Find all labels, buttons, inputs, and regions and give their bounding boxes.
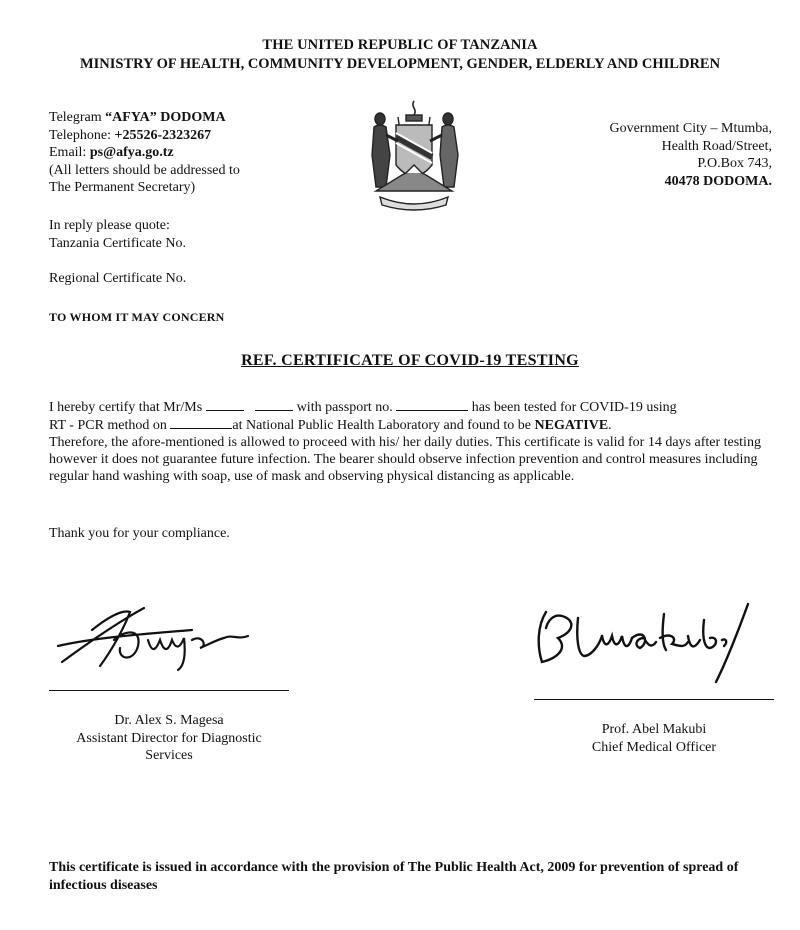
date-blank [170, 416, 232, 429]
body-validity-text: Therefore, the afore-mentioned is allowed to proceed with his/ her daily duties. This certificate is valid for 14 days after testing however it does not guarantee future infection. The bearer should observe infection prevention and control measures including regular hand washing with soap, use of mask and observing physical distancing as applicable. [49, 435, 761, 484]
email-line [49, 144, 240, 162]
address-line2: Health Road/Street, [661, 138, 772, 154]
signature-line-left [49, 690, 289, 691]
body-passport-text: with passport no. [296, 400, 393, 415]
email-value: ps@afya.go.tz [89, 145, 174, 160]
certificate-title: REF. CERTIFICATE OF COVID-19 TESTING [241, 352, 579, 369]
address-line4: 40478 DODOMA. [664, 173, 772, 189]
body-method-text: RT - PCR method on [49, 418, 167, 433]
reply-quote-block [49, 217, 186, 252]
name-blank-2 [255, 398, 293, 411]
ministry-heading: MINISTRY OF HEALTH, COMMUNITY DEVELOPMENT, GENDER, ELDERLY AND CHILDREN [79, 56, 721, 72]
right-signatory-title: Chief Medical Officer [591, 739, 717, 755]
republic-heading: THE UNITED REPUBLIC OF TANZANIA [262, 37, 538, 53]
contact-block [49, 109, 240, 197]
certificate-body [49, 398, 779, 485]
signature-line-right [534, 699, 774, 700]
right-signatory-name: Prof. Abel Makubi [601, 722, 707, 737]
left-signatory-title-1: Assistant Director for Diagnostic [76, 730, 262, 746]
telegram-value: “AFYA” DODOMA [105, 110, 226, 125]
body-tested-text: has been tested for COVID-19 using [471, 400, 677, 415]
address-note-line2: The Permanent Secretary) [49, 180, 196, 195]
signature-right-icon [528, 598, 758, 686]
body-period: . [608, 418, 612, 433]
left-signatory-name: Dr. Alex S. Magesa [114, 713, 224, 728]
telephone-line [49, 127, 240, 145]
body-lab-text: at National Public Health Laboratory and found to be [232, 418, 532, 433]
telegram-line [49, 109, 240, 127]
address-note-line1: (All letters should be addressed to [49, 162, 240, 178]
name-blank-1 [206, 398, 244, 411]
signature-left-icon [52, 600, 262, 680]
office-address [609, 120, 772, 190]
test-result: NEGATIVE [534, 418, 609, 433]
email-label: Email: [49, 145, 90, 160]
left-signatory [49, 712, 289, 765]
right-signatory [534, 721, 774, 756]
telegram-label: Telegram [49, 110, 106, 125]
telephone-label: Telephone: [49, 127, 115, 143]
salutation: TO WHOM IT MAY CONCERN [49, 310, 225, 324]
reply-quote-label: In reply please quote: [49, 218, 170, 233]
body-certify-text: I hereby certify that Mr/Ms [49, 400, 203, 415]
regional-certificate-label: Regional Certificate No. [49, 271, 187, 286]
address-line1: Government City – Mtumba, [609, 121, 772, 136]
legal-footer: This certificate is issued in accordance with the provision of The Public Health Act, 2009 for prevention of spread of infectious diseases [49, 860, 739, 893]
address-line3: P.O.Box 743, [697, 156, 772, 171]
telephone-value: +25526-2323267 [114, 127, 212, 143]
passport-blank [396, 398, 468, 411]
tanzania-certificate-label: Tanzania Certificate No. [49, 235, 187, 251]
left-signatory-title-2: Services [145, 748, 193, 763]
coat-of-arms-icon [362, 95, 466, 213]
thanks-line: Thank you for your compliance. [49, 526, 230, 541]
